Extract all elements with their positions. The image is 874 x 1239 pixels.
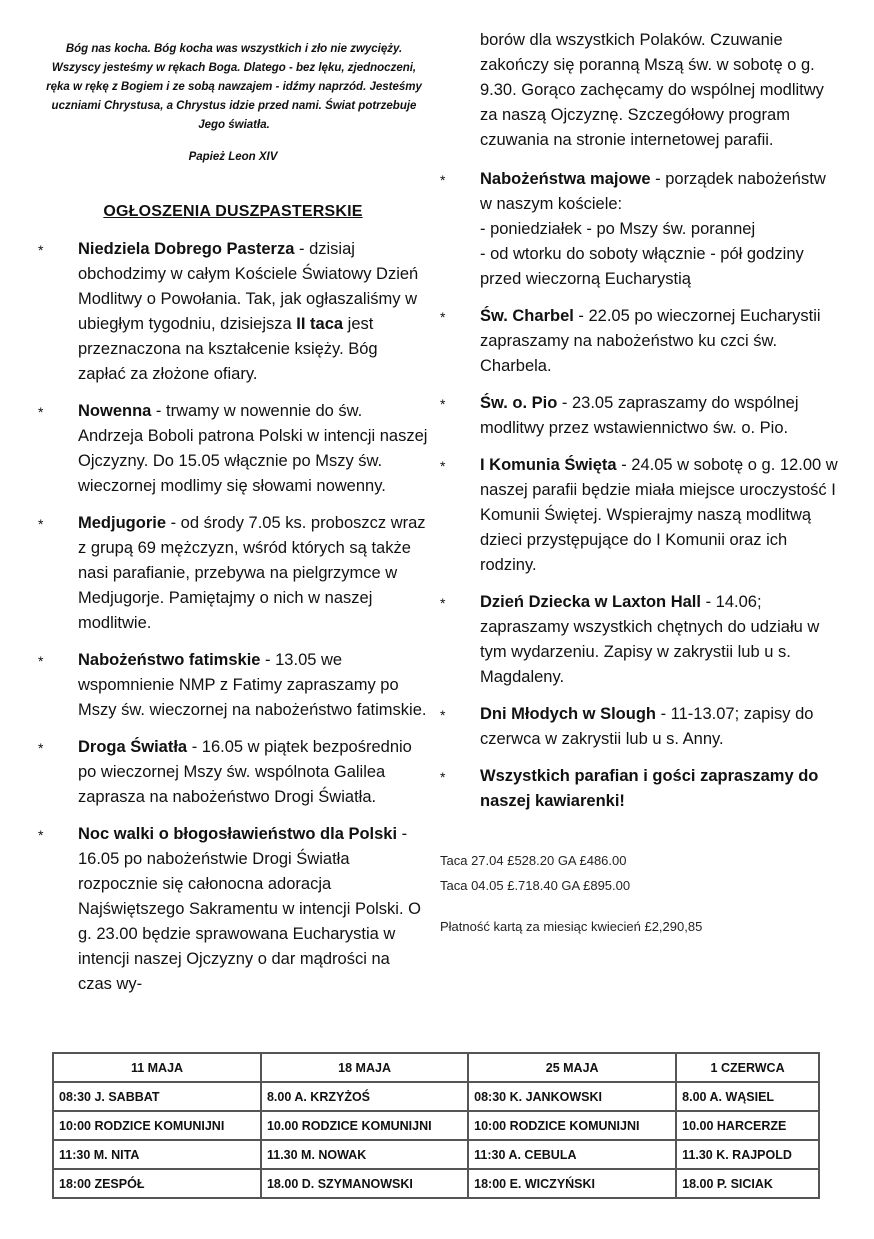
announcement-continuation: borów dla wszystkich Polaków. Czuwanie zakończy się poranną Mszą św. w sobotę o g. 9.30. Gorąco zachęcamy do wspólnej modlitwy za naszą Ojczyznę. Szczegółowy program czuwania na stronie internetowej parafii. xyxy=(480,31,824,149)
table-cell: 10.00 RODZICE KOMUNIJNI xyxy=(261,1111,468,1140)
column-header: 18 MAJA xyxy=(261,1053,468,1082)
table-header-row xyxy=(53,1053,819,1082)
announcement-text: - od środy 7.05 ks. proboszcz wraz z grupą 69 mężczyzn, wśród których są także nasi parafianie, przebywa na pielgrzymce w Medjugorje. Pamiętajmy o nich w naszej modlitwie. xyxy=(78,514,426,632)
table-cell: 11.30 M. NOWAK xyxy=(261,1140,468,1169)
announcement-title: Niedziela Dobrego Pasterza xyxy=(78,240,295,258)
asterisk-icon: * xyxy=(440,396,446,412)
announcement-title: Nowenna xyxy=(78,402,152,420)
announcement-text: - 14.06; zapraszamy wszystkich chętnych do udziału w tym wydarzeniu. Zapisy w zakrystii lub u s. Magdaleny. xyxy=(480,593,820,686)
asterisk-icon: * xyxy=(38,242,44,258)
table-cell: 11:30 A. CEBULA xyxy=(468,1140,676,1169)
announcement-item xyxy=(38,822,428,997)
collection-line: Taca 04.05 £.718.40 GA £895.00 xyxy=(440,878,631,893)
announcement-text: - 23.05 zapraszamy do wspólnej modlitwy przez wstawiennictwo św. o. Pio. xyxy=(480,394,799,437)
table-cell: 10:00 RODZICE KOMUNIJNI xyxy=(53,1111,261,1140)
announcement-item xyxy=(38,511,428,636)
asterisk-icon: * xyxy=(440,769,446,785)
table-cell: 11:30 M. NITA xyxy=(53,1140,261,1169)
collections-block xyxy=(440,848,840,939)
announcement-title: Św. o. Pio xyxy=(480,394,558,412)
page-title: OGŁOSZENIA DUSZPASTERSKIE xyxy=(103,203,363,220)
table-row xyxy=(53,1111,819,1140)
quote-author: Papież Leon XIV xyxy=(188,151,278,163)
table-row xyxy=(53,1169,819,1198)
announcement-title: Dni Młodych w Slough xyxy=(480,705,656,723)
announcement-title: Noc walki o błogosławieństwo dla Polski xyxy=(78,825,398,843)
table-cell: 8.00 A. WĄSIEL xyxy=(676,1082,819,1111)
asterisk-icon: * xyxy=(440,309,446,325)
table-cell: 11.30 K. RAJPOLD xyxy=(676,1140,819,1169)
announcement-title: I Komunia Święta xyxy=(480,456,617,474)
mass-intentions-table xyxy=(52,1052,820,1199)
asterisk-icon: * xyxy=(38,740,44,756)
left-column xyxy=(38,40,428,1009)
pope-quote: Bóg nas kocha. Bóg kocha was wszystkich i zło nie zwycięży. Wszyscy jesteśmy w rękach Boga. Dlatego - bez lęku, zjednoczeni, ręka w rękę z Bogiem i ze sobą nawzajem - idźmy naprzód. Jesteśmy uczniami Chrystusa, a Chrystus idzie przed nami. Świat potrzebuje Jego światła. xyxy=(46,43,422,131)
table-cell: 18.00 D. SZYMANOWSKI xyxy=(261,1169,468,1198)
announcement-title: Nabożeństwo fatimskie xyxy=(78,651,261,669)
announcement-item xyxy=(440,391,840,441)
column-header: 11 MAJA xyxy=(53,1053,261,1082)
announcement-item xyxy=(38,399,428,499)
asterisk-icon: * xyxy=(38,404,44,420)
asterisk-icon: * xyxy=(440,172,446,188)
announcement-item xyxy=(440,764,840,814)
announcement-text: - porządek nabożeństw w naszym kościele: xyxy=(480,170,826,213)
card-payment: Płatność kartą za miesiąc kwiecień £2,290,85 xyxy=(440,919,703,934)
table-cell: 8.00 A. KRZYŻOŚ xyxy=(261,1082,468,1111)
announcement-title: Dzień Dziecka w Laxton Hall xyxy=(480,593,701,611)
announcement-title: Wszystkich parafian i gości zapraszamy do naszej kawiarenki! xyxy=(480,767,819,810)
announcement-text: - 22.05 po wieczornej Eucharystii zapraszamy na nabożeństwo ku czci św. Charbela. xyxy=(480,307,821,375)
table-cell: 18.00 P. SICIAK xyxy=(676,1169,819,1198)
announcement-title: Św. Charbel xyxy=(480,307,574,325)
table-row xyxy=(53,1140,819,1169)
announcement-item xyxy=(440,167,840,292)
schedule-line: - od wtorku do soboty włącznie - pół godziny przed wieczorną Eucharystią xyxy=(480,245,804,288)
announcement-item xyxy=(440,590,840,690)
column-header: 1 CZERWCA xyxy=(676,1053,819,1082)
announcement-text: - trwamy w nowennie do św. Andrzeja Boboli patrona Polski w intencji naszej Ojczyzny. Do 15.05 włącznie po Mszy św. wieczornej modlimy się słowami nowenny. xyxy=(78,402,428,495)
asterisk-icon: * xyxy=(440,595,446,611)
asterisk-icon: * xyxy=(440,707,446,723)
asterisk-icon: * xyxy=(38,827,44,843)
table-cell: 08:30 J. SABBAT xyxy=(53,1082,261,1111)
table-cell: 10.00 HARCERZE xyxy=(676,1111,819,1140)
announcement-text: jest przeznaczona na kształcenie księży. Bóg zapłać za złożone ofiary. xyxy=(78,315,378,383)
announcement-text: - 13.05 we wspomnienie NMP z Fatimy zapraszamy po Mszy św. wieczornej na nabożeństwo fatimskie. xyxy=(78,651,427,719)
announcement-item xyxy=(440,304,840,379)
announcement-text: - 24.05 w sobotę o g. 12.00 w naszej parafii będzie miała miejsce uroczystość I Komunii Świętej. Wspierajmy naszą modlitwą dzieci przystępujące do I Komunii oraz ich rodziny. xyxy=(480,456,838,574)
announcement-text: - 16.05 w piątek bezpośrednio po wieczornej Mszy św. wspólnota Galilea zaprasza na nabożeństwo Drogi Światła. xyxy=(78,738,412,806)
announcement-item xyxy=(38,237,428,387)
announcement-text: - 11-13.07; zapisy do czerwca w zakrystii lub u s. Anny. xyxy=(480,705,814,748)
announcement-item xyxy=(38,735,428,810)
announcement-item xyxy=(440,702,840,752)
column-header: 25 MAJA xyxy=(468,1053,676,1082)
table-cell: 18:00 E. WICZYŃSKI xyxy=(468,1169,676,1198)
table-row xyxy=(53,1082,819,1111)
announcement-title: Nabożeństwa majowe xyxy=(480,170,651,188)
announcement-text: - 16.05 po nabożeństwie Drogi Światła rozpocznie się całonocna adoracja Najświętszego Sakramentu w intencji Polski. O g. 23.00 będzie sprawowana Eucharystia w intencji naszej Ojczyzny o dar mądrości na czas wy- xyxy=(78,825,421,993)
announcement-text: - dzisiaj obchodzimy w całym Kościele Światowy Dzień Modlitwy o Powołania. Tak, jak ogłaszaliśmy w ubiegłym tygodniu, dzisiejsza xyxy=(78,240,419,333)
table-cell: 10:00 RODZICE KOMUNIJNI xyxy=(468,1111,676,1140)
asterisk-icon: * xyxy=(38,516,44,532)
announcement-item xyxy=(440,453,840,578)
table-cell: 08:30 K. JANKOWSKI xyxy=(468,1082,676,1111)
asterisk-icon: * xyxy=(440,458,446,474)
table-cell: 18:00 ZESPÓŁ xyxy=(53,1169,261,1198)
announcement-emphasis: II taca xyxy=(296,315,344,333)
announcement-title: Medjugorie xyxy=(78,514,167,532)
announcement-item xyxy=(38,648,428,723)
asterisk-icon: * xyxy=(38,653,44,669)
schedule-line: - poniedziałek - po Mszy św. porannej xyxy=(480,220,756,238)
right-column xyxy=(440,28,840,939)
announcement-title: Droga Światła xyxy=(78,738,188,756)
collection-line: Taca 27.04 £528.20 GA £486.00 xyxy=(440,853,627,868)
